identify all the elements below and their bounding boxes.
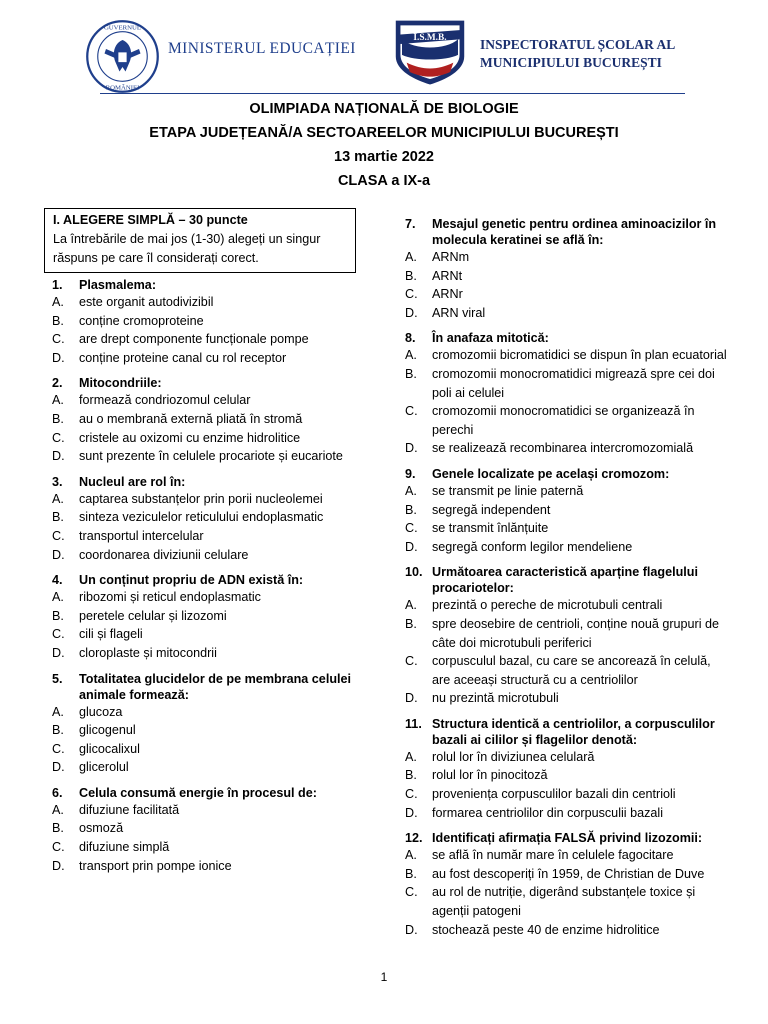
option-letter: D.	[52, 449, 65, 464]
option-letter: A.	[52, 491, 64, 506]
answer-option	[405, 482, 727, 501]
option-letter: C.	[52, 528, 65, 543]
answer-option	[52, 588, 362, 607]
option-letter: C.	[405, 885, 418, 900]
option-text: rolul lor în pinocitoză	[432, 768, 548, 783]
question-header	[52, 474, 362, 490]
option-letter: B.	[52, 313, 64, 328]
question-number: 2.	[52, 376, 63, 391]
answer-option	[52, 546, 362, 565]
question-item	[52, 277, 362, 367]
question-header	[405, 564, 727, 596]
answer-option	[52, 607, 362, 626]
inspectorate-line-1: INSPECTORATUL ȘCOLAR AL	[480, 37, 676, 52]
question-number: 1.	[52, 278, 63, 292]
answer-option	[405, 652, 727, 689]
answer-option	[405, 785, 727, 804]
option-letter: A.	[52, 704, 64, 719]
option-letter: A.	[405, 598, 417, 613]
answer-option	[52, 410, 362, 429]
question-header	[52, 277, 362, 293]
option-text: cromozomii monocromatidici se organizează în perechi	[432, 404, 695, 437]
option-letter: C.	[52, 627, 65, 642]
option-letter: C.	[405, 287, 418, 302]
question-text: Structura identică a centriolilor, a corpusculilor bazali ai cililor și flagelilor denotă:	[432, 716, 715, 747]
answer-option	[405, 346, 727, 365]
answer-option	[52, 758, 362, 777]
option-letter: C.	[52, 840, 65, 855]
option-letter: A.	[52, 590, 64, 605]
question-text: Mitocondriile:	[79, 376, 162, 391]
option-letter: C.	[405, 787, 418, 802]
answer-option	[405, 248, 727, 267]
option-letter: D.	[405, 805, 418, 820]
option-text: cloroplaste și mitocondrii	[79, 645, 217, 660]
answer-option	[52, 349, 362, 368]
option-text: glicocalixul	[79, 741, 140, 756]
option-letter: A.	[405, 848, 417, 863]
option-letter: C.	[405, 654, 418, 669]
question-number: 12.	[405, 831, 423, 846]
option-text: cristele au oxizomi cu enzime hidrolitice	[79, 430, 301, 445]
question-text: Genele localizate pe același cromozom:	[432, 466, 670, 481]
question-text: Celula consumă energie în procesul de:	[79, 785, 317, 800]
answer-option	[405, 804, 727, 823]
question-header	[405, 216, 727, 248]
inspectorate-name	[480, 36, 675, 72]
option-text: glicerolul	[79, 760, 129, 775]
option-letter: B.	[405, 616, 417, 631]
option-letter: B.	[52, 821, 64, 836]
option-letter: B.	[405, 268, 417, 283]
option-text: este organit autodivizibil	[79, 295, 214, 309]
question-item	[405, 330, 727, 458]
option-text: sinteza veziculelor reticulului endoplasmatic	[79, 510, 324, 525]
option-text: glucoza	[79, 704, 123, 719]
answer-option	[52, 703, 362, 722]
answer-option	[52, 490, 362, 509]
option-text: captarea substanțelor prin porii nucleolemei	[79, 491, 323, 506]
option-letter: B.	[405, 502, 417, 517]
option-text: conține cromoproteine	[79, 313, 204, 328]
answer-option	[405, 402, 727, 439]
answer-option	[52, 508, 362, 527]
option-letter: D.	[52, 760, 65, 775]
option-letter: D.	[52, 547, 65, 562]
answer-option	[52, 721, 362, 740]
option-text: formează condriozomul celular	[79, 393, 251, 408]
answer-option	[405, 748, 727, 767]
option-text: formarea centriolilor din corpusculii bazali	[432, 805, 663, 820]
question-header	[405, 330, 727, 346]
option-letter: A.	[405, 483, 417, 498]
option-text: cili și flageli	[79, 627, 143, 642]
olympiad-title: OLIMPIADA NAȚIONALĂ DE BIOLOGIE	[249, 101, 519, 117]
question-number: 8.	[405, 331, 416, 346]
answer-option	[405, 883, 727, 920]
option-letter: D.	[52, 645, 65, 660]
option-letter: D.	[405, 691, 418, 706]
question-text: Un conținut propriu de ADN există în:	[79, 573, 304, 588]
question-header	[52, 785, 362, 801]
question-number: 9.	[405, 466, 416, 481]
answer-option	[405, 538, 727, 557]
section-instructions: La întrebările de mai jos (1-30) alegeți un singur răspuns pe care îl considerați corect.	[53, 232, 321, 265]
option-letter: D.	[52, 858, 65, 873]
answer-option	[405, 519, 727, 538]
question-item	[405, 216, 727, 322]
option-text: transport prin pompe ionice	[79, 858, 232, 873]
question-item	[52, 474, 362, 564]
answer-option	[405, 846, 727, 865]
ministry-name: MINISTERUL EDUCAȚIEI	[168, 40, 356, 57]
ismb-shield-icon	[390, 16, 470, 86]
option-letter: B.	[52, 723, 64, 738]
option-text: segregă conform legilor mendeliene	[432, 539, 633, 554]
option-text: conține proteine canal cu rol receptor	[79, 350, 287, 365]
question-item	[405, 466, 727, 556]
right-column	[405, 216, 727, 947]
answer-option	[52, 330, 362, 349]
answer-option	[52, 801, 362, 820]
question-item	[52, 785, 362, 875]
answer-option	[405, 596, 727, 615]
option-text: ribozomi și reticul endoplasmatic	[79, 590, 261, 605]
question-header	[405, 716, 727, 748]
answer-option	[52, 429, 362, 448]
question-number: 4.	[52, 573, 63, 588]
answer-option	[405, 615, 727, 652]
option-text: transportul intercelular	[79, 528, 204, 543]
question-item	[405, 716, 727, 822]
option-letter: A.	[405, 250, 417, 264]
option-letter: C.	[405, 521, 418, 536]
question-text: În anafaza mitotică:	[432, 331, 549, 346]
option-letter: C.	[52, 741, 65, 756]
option-letter: D.	[405, 539, 418, 554]
answer-option	[52, 838, 362, 857]
question-item	[52, 671, 362, 777]
option-letter: D.	[52, 350, 65, 365]
question-item	[405, 564, 727, 708]
option-text: ARN viral	[432, 305, 486, 320]
exam-date: 13 martie 2022	[334, 149, 434, 165]
option-text: se transmit pe linie paternă	[432, 483, 584, 498]
option-letter: D.	[405, 922, 418, 937]
option-letter: A.	[52, 295, 64, 309]
answer-option	[52, 625, 362, 644]
section-heading: I. ALEGERE SIMPLĂ – 30 puncte	[53, 213, 248, 227]
answer-option	[405, 921, 727, 940]
question-item	[52, 375, 362, 465]
answer-option	[52, 740, 362, 759]
answer-option	[52, 644, 362, 663]
option-letter: B.	[52, 510, 64, 525]
question-item	[405, 830, 727, 939]
section-instructions-box	[44, 208, 356, 273]
question-text: Următoarea caracteristică aparține flagelului procariotelor:	[432, 565, 698, 596]
question-text: Nucleul are rol în:	[79, 474, 186, 489]
svg-text:I.S.M.B.: I.S.M.B.	[413, 33, 447, 44]
answer-option	[405, 365, 727, 402]
option-text: prezintă o pereche de microtubuli centrali	[432, 598, 663, 613]
question-header	[405, 466, 727, 482]
option-text: segregă independent	[432, 502, 551, 517]
option-letter: C.	[405, 404, 418, 419]
question-item	[52, 572, 362, 662]
option-text: nu prezintă microtubuli	[432, 691, 559, 706]
class-title: CLASA a IX-a	[337, 173, 431, 189]
answer-option	[52, 447, 362, 466]
option-text: cromozomii monocromatidici migrează spre cei doi poli ai celulei	[432, 366, 715, 400]
option-text: ARNm	[432, 250, 470, 264]
question-number: 11.	[405, 716, 422, 731]
stage-title: ETAPA JUDEȚEANĂ/A SECTOAREELOR MUNICIPIULUI BUCUREȘTI	[149, 125, 619, 141]
answer-option	[405, 267, 727, 286]
option-text: osmoză	[79, 821, 124, 836]
government-seal-icon	[85, 19, 160, 94]
option-text: stochează peste 40 de enzime hidrolitice	[432, 922, 660, 937]
question-number: 10.	[405, 565, 423, 580]
option-text: glicogenul	[79, 723, 136, 738]
answer-option	[405, 766, 727, 785]
option-text: au fost descoperiți în 1959, de Christian de Duve	[432, 866, 705, 881]
question-number: 3.	[52, 474, 63, 489]
question-header	[405, 830, 727, 846]
option-text: ARNt	[432, 268, 463, 283]
inspectorate-line-2: MUNICIPIULUI BUCUREȘTI	[480, 55, 662, 70]
answer-option	[52, 819, 362, 838]
option-text: au rol de nutriție, digerând substanțele toxice și agenții patogeni	[432, 885, 696, 919]
page-number: 1	[380, 970, 388, 984]
option-text: spre deosebire de centrioli, conține nouă grupuri de câte doi microtubuli periferici	[432, 616, 720, 650]
option-letter: A.	[52, 802, 64, 817]
option-text: au o membrană externă pliată în stromă	[79, 411, 303, 426]
option-text: se află în număr mare în celulele fagocitare	[432, 848, 674, 863]
answer-option	[405, 285, 727, 304]
option-letter: A.	[405, 348, 417, 363]
option-text: cromozomii bicromatidici se dispun în plan ecuatorial	[432, 348, 727, 363]
header-divider	[100, 93, 685, 94]
option-letter: B.	[405, 866, 417, 881]
option-letter: B.	[405, 366, 417, 381]
question-text: Plasmalema:	[79, 278, 157, 292]
option-text: se realizează recombinarea intercromozomială	[432, 441, 694, 456]
option-letter: B.	[52, 608, 64, 623]
answer-option	[405, 439, 727, 458]
option-text: difuziune simplă	[79, 840, 170, 855]
answer-option	[52, 527, 362, 546]
option-text: proveniența corpusculilor bazali din centrioli	[432, 787, 676, 802]
option-text: are drept componente funcționale pompe	[79, 332, 309, 347]
option-text: sunt prezente în celulele procariote și eucariote	[79, 449, 343, 464]
answer-option	[52, 391, 362, 410]
option-letter: C.	[52, 332, 65, 347]
option-text: coordonarea diviziunii celulare	[79, 547, 249, 562]
answer-option	[405, 501, 727, 520]
question-text: Identificați afirmația FALSĂ privind lizozomii:	[432, 831, 703, 846]
question-text: Totalitatea glucidelor de pe membrana celulei animale formează:	[79, 671, 352, 702]
option-text: corpusculul bazal, cu care se ancorează în celulă, are aceeași structură cu a centriolilor	[432, 654, 711, 687]
svg-text:GUVERNUL: GUVERNUL	[103, 24, 142, 32]
option-text: rolul lor în diviziunea celulară	[432, 749, 595, 764]
answer-option	[52, 312, 362, 331]
option-text: ARNr	[432, 287, 463, 302]
page-header	[0, 0, 768, 100]
question-header	[52, 572, 362, 588]
question-text: Mesajul genetic pentru ordinea aminoacizilor în molecula keratinei se află în:	[432, 217, 717, 247]
answer-option	[405, 304, 727, 323]
option-text: difuziune facilitată	[79, 802, 180, 817]
option-letter: B.	[52, 411, 64, 426]
question-number: 7.	[405, 217, 416, 231]
answer-option	[52, 857, 362, 876]
question-header	[52, 375, 362, 391]
answer-option	[405, 865, 727, 884]
question-number: 5.	[52, 671, 63, 686]
answer-option	[52, 293, 362, 312]
svg-text:ROMÂNIEI: ROMÂNIEI	[105, 84, 140, 92]
option-text: se transmit înlănțuite	[432, 521, 549, 536]
option-letter: D.	[405, 305, 418, 320]
option-letter: C.	[52, 430, 65, 445]
option-letter: A.	[405, 749, 417, 764]
option-letter: B.	[405, 768, 417, 783]
option-letter: D.	[405, 441, 418, 456]
option-text: peretele celular și lizozomi	[79, 608, 227, 623]
left-column	[52, 277, 362, 883]
option-letter: A.	[52, 393, 64, 408]
answer-option	[405, 689, 727, 708]
question-number: 6.	[52, 785, 63, 800]
question-header	[52, 671, 362, 703]
